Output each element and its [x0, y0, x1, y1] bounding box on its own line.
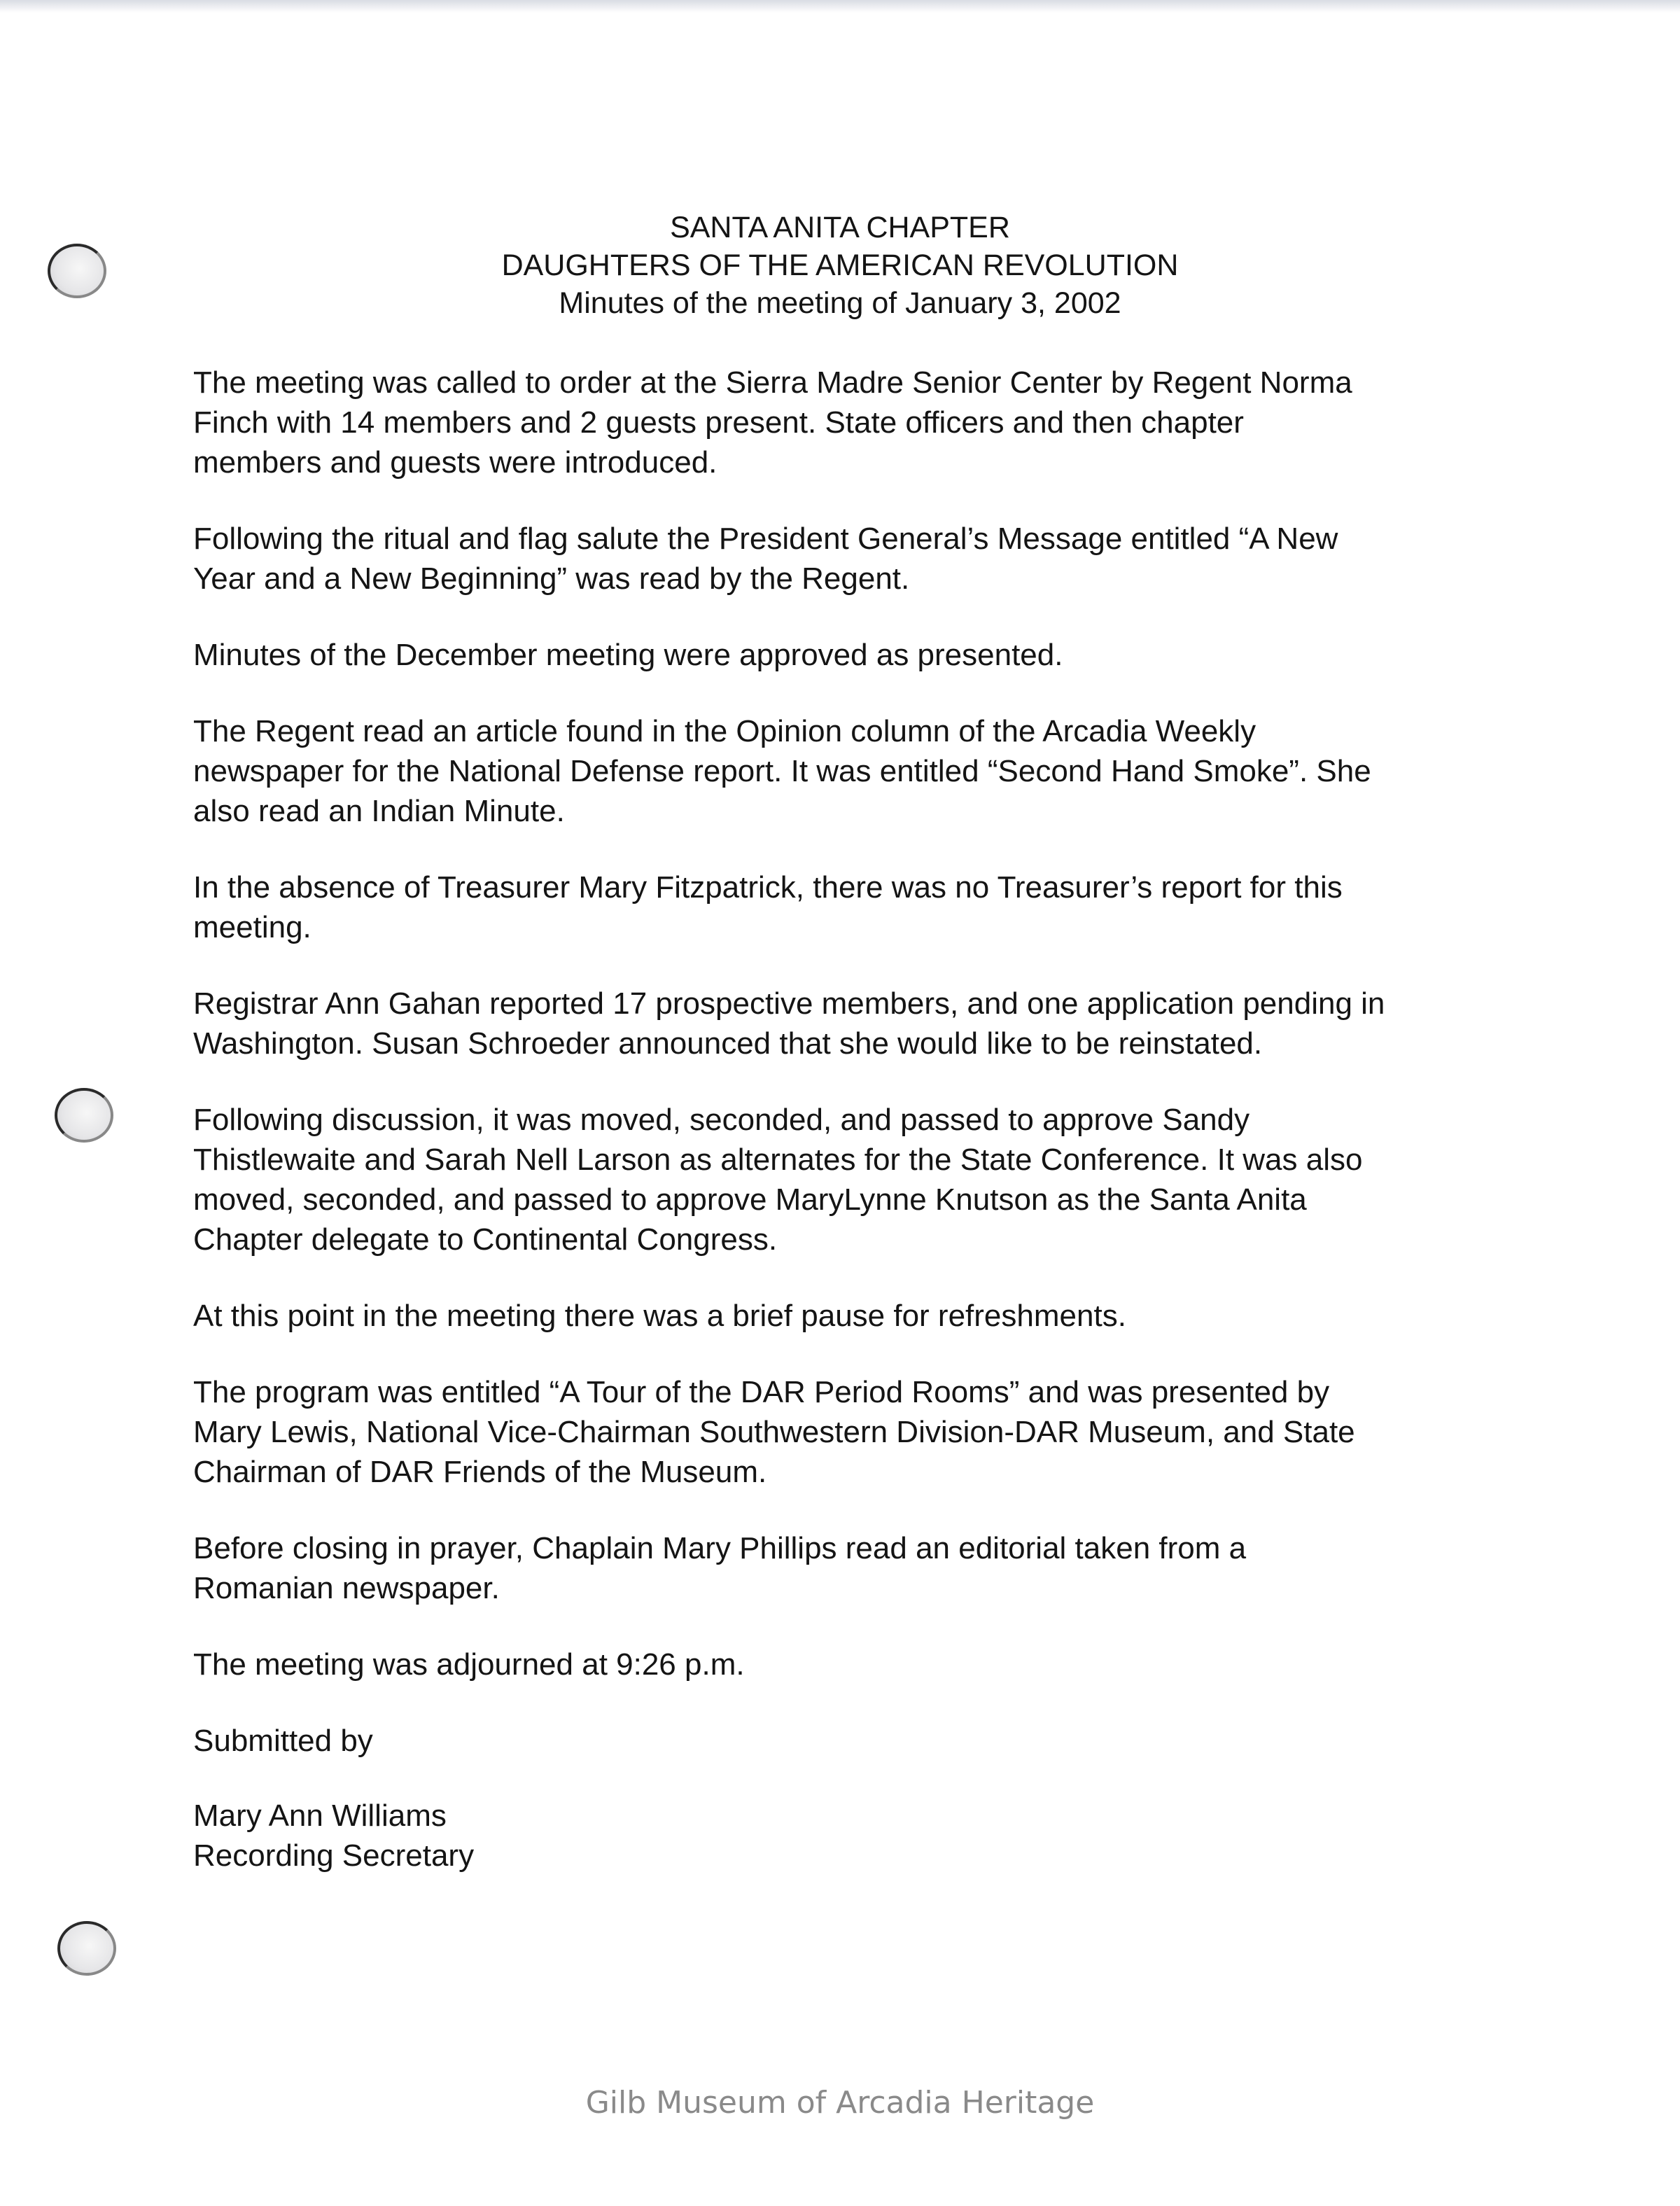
- secretary-name: Mary Ann Williams: [193, 1799, 447, 1833]
- paragraph-program: The program was entitled “A Tour of the DAR Period Rooms” and was presented by Mary Lewis, National Vice-Chairman Southwestern Division-DAR Museum, and State Chairman of DAR Friends of the Museum.: [193, 1375, 1355, 1489]
- minutes-body: [193, 363, 1509, 1876]
- minutes-title: Minutes of the meeting of January 3, 2002: [559, 286, 1121, 320]
- paragraph-minutes-approved: Minutes of the December meeting were approved as presented.: [193, 638, 1063, 672]
- paragraph-presidents-message: Following the ritual and flag salute the President General’s Message entitled “A New Year and a New Beginning” was read by the Regent.: [193, 522, 1338, 596]
- submitted-by: Submitted by: [193, 1724, 373, 1758]
- organization-name: DAUGHTERS OF THE AMERICAN REVOLUTION: [501, 249, 1179, 282]
- punch-hole-middle: [55, 1088, 113, 1143]
- paragraph-prayer: Before closing in prayer, Chaplain Mary Phillips read an editorial taken from a Romanian newspaper.: [193, 1531, 1247, 1605]
- paragraph-state-conference: Following discussion, it was moved, seconded, and passed to approve Sandy Thistlewaite and Sarah Nell Larson as alternates for the State Conference. It was also moved, seconded, and passed to approve MaryLynne Knutson as the Santa Anita Chapter delegate to Continental Congress.: [193, 1103, 1363, 1257]
- paragraph-registrar: Registrar Ann Gahan reported 17 prospective members, and one application pending in Washington. Susan Schroeder announced that she would like to be reinstated.: [193, 986, 1385, 1061]
- paragraph-call-to-order: The meeting was called to order at the Sierra Madre Senior Center by Regent Norma Finch with 14 members and 2 guests present. State officers and then chapter members and guests were introduced.: [193, 365, 1352, 480]
- paragraph-national-defense: The Regent read an article found in the Opinion column of the Arcadia Weekly newspaper for the National Defense report. It was entitled “Second Hand Smoke”. She also read an Indian Minute.: [193, 714, 1371, 828]
- paragraph-adjournment: The meeting was adjourned at 9:26 p.m.: [193, 1647, 745, 1682]
- punch-hole-bottom: [57, 1921, 116, 1976]
- paragraph-refreshments: At this point in the meeting there was a brief pause for refreshments.: [193, 1299, 1126, 1333]
- chapter-name: SANTA ANITA CHAPTER: [670, 211, 1010, 244]
- paragraph-treasurer: In the absence of Treasurer Mary Fitzpatrick, there was no Treasurer’s report for this meeting.: [193, 870, 1343, 944]
- page-top-edge: [0, 0, 1680, 13]
- museum-watermark: Gilb Museum of Arcadia Heritage: [585, 2085, 1095, 2121]
- secretary-title: Recording Secretary: [193, 1838, 475, 1873]
- document-heading: [0, 209, 1680, 322]
